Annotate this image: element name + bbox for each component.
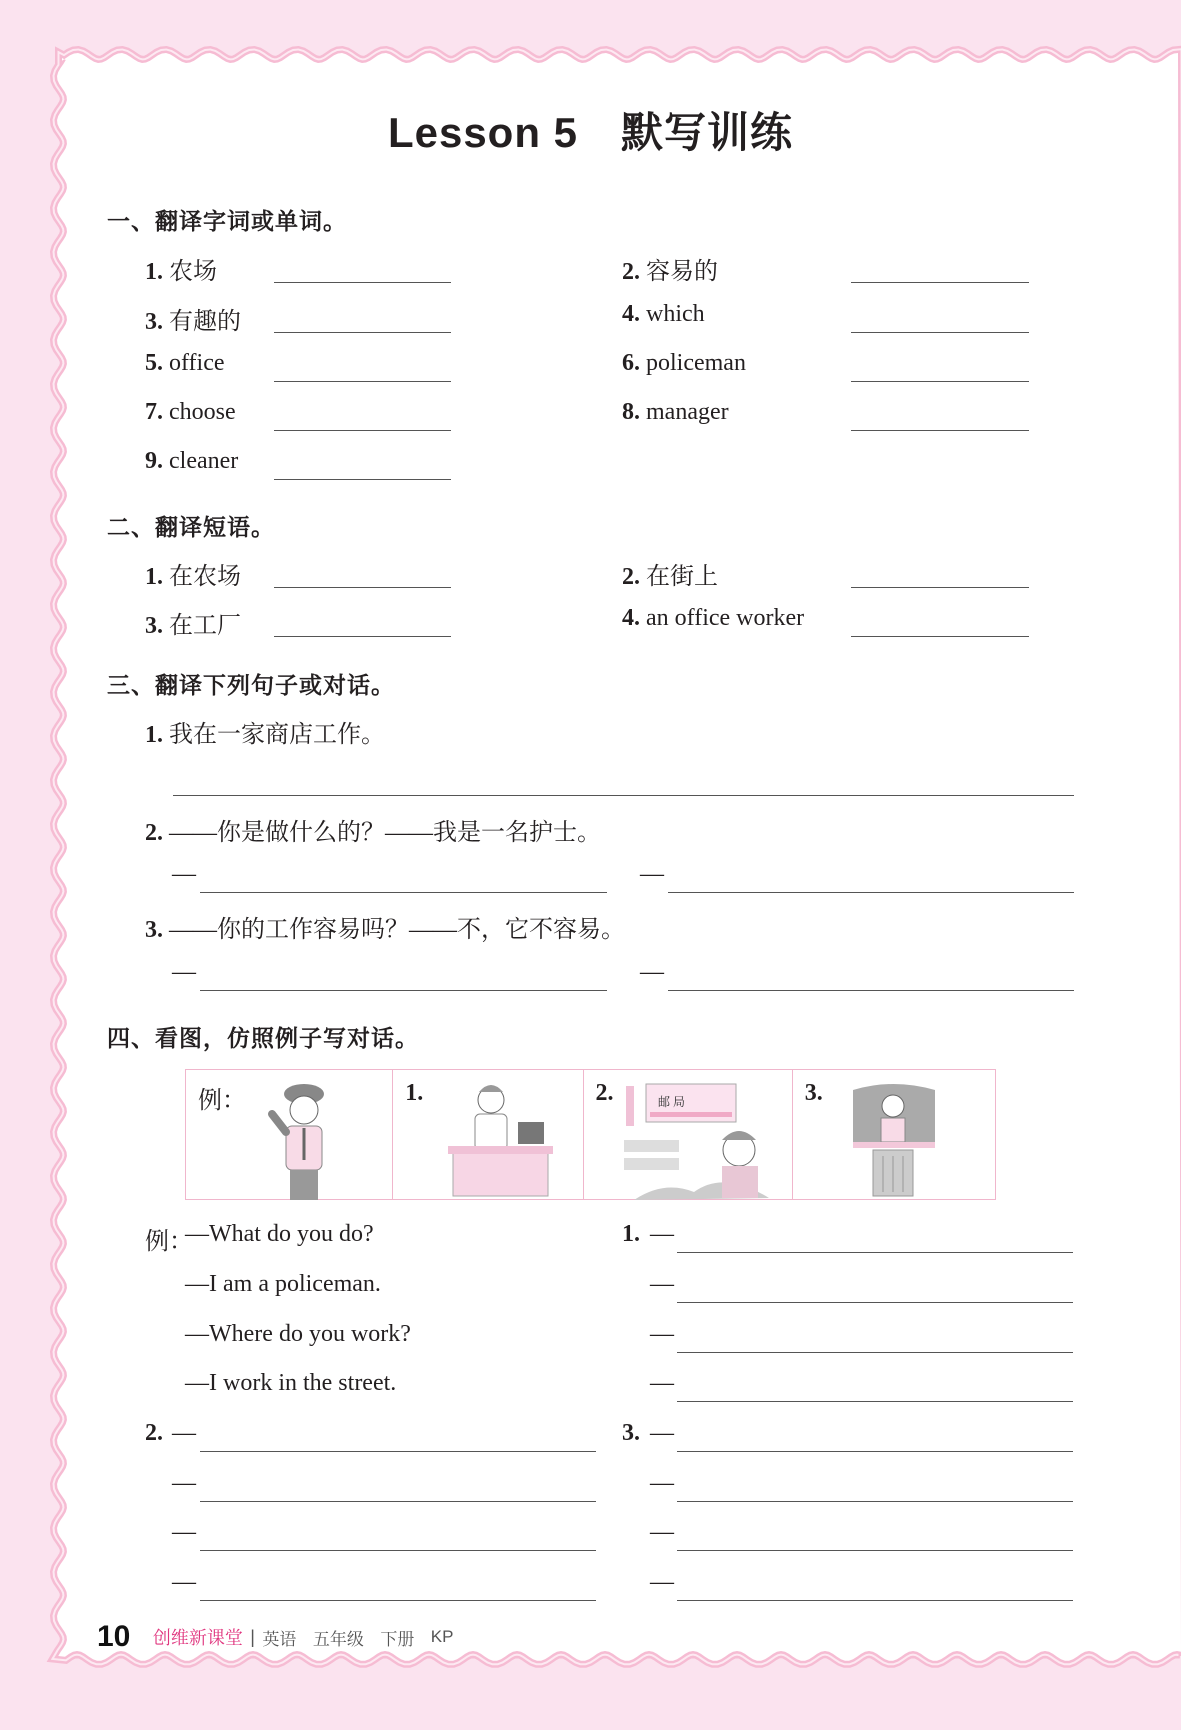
answer-blank[interactable] — [200, 1500, 596, 1502]
item-text: policeman — [646, 350, 746, 376]
phrase-item — [145, 605, 241, 640]
answer-blank[interactable] — [851, 635, 1029, 637]
dash: — — [640, 959, 664, 985]
answer-blank[interactable] — [851, 380, 1029, 382]
answer-blank[interactable] — [668, 989, 1074, 991]
answer-blank[interactable] — [200, 1599, 596, 1601]
answer-blank[interactable] — [200, 1450, 596, 1452]
item-number: 1. — [145, 259, 163, 285]
sentence-item — [145, 714, 385, 749]
vocab-item — [622, 301, 705, 328]
footer-edition: KP — [430, 1627, 454, 1646]
example-line: —I work in the street. — [185, 1370, 397, 1396]
item-number: 6. — [622, 350, 640, 376]
post-office-sign: 邮 局 — [657, 1095, 685, 1109]
section-2-heading: 二、翻译短语。 — [107, 514, 275, 540]
item-number: 3. — [145, 613, 163, 639]
answer-blank[interactable] — [274, 331, 451, 333]
item-text: which — [646, 301, 705, 327]
item-text: cleaner — [169, 448, 239, 474]
answer-blank[interactable] — [677, 1301, 1073, 1303]
vocab-item — [145, 448, 238, 475]
answer-blank[interactable] — [274, 635, 451, 637]
answer-blank[interactable] — [851, 331, 1029, 333]
dash: — — [650, 1470, 674, 1496]
dash: — — [650, 1221, 674, 1247]
page-title: Lesson 5 默写训练 — [387, 109, 794, 156]
item-number: 4. — [622, 605, 640, 631]
vocab-item — [622, 251, 718, 286]
answer-blank[interactable] — [274, 478, 451, 480]
phrase-item — [622, 556, 718, 591]
example-line: —I am a policeman. — [185, 1271, 381, 1297]
item-text: an office worker — [646, 605, 805, 631]
vocab-item — [145, 399, 236, 426]
postman-picture — [584, 1070, 793, 1201]
picture-label: 3. — [804, 1080, 823, 1106]
item-text: 我在一家商店工作。 — [169, 722, 385, 748]
phrase-item — [622, 605, 804, 632]
answer-blank[interactable] — [274, 586, 451, 588]
answer-blank[interactable] — [274, 429, 451, 431]
item-text: 在街上 — [646, 564, 718, 590]
picture-2 — [584, 1070, 793, 1199]
answer-blank[interactable] — [173, 794, 1074, 796]
answer-blank[interactable] — [668, 891, 1074, 893]
answer-blank[interactable] — [677, 1599, 1073, 1601]
dash: — — [172, 959, 196, 985]
answer-number: 2. — [145, 1420, 163, 1446]
footer-grade: 五年级 — [312, 1629, 364, 1649]
vocab-item — [622, 399, 729, 426]
dash: — — [172, 1420, 196, 1446]
item-text: 在农场 — [169, 564, 241, 590]
dash: — — [650, 1420, 674, 1446]
item-number: 1. — [145, 722, 163, 748]
answer-blank[interactable] — [677, 1549, 1073, 1551]
dash: — — [172, 1470, 196, 1496]
item-text: choose — [169, 399, 236, 425]
answer-blank[interactable] — [274, 380, 451, 382]
item-number: 3. — [145, 917, 163, 943]
picture-panel — [185, 1069, 996, 1200]
page-number: 10 — [97, 1620, 131, 1653]
example-line: —What do you do? — [185, 1221, 374, 1247]
brand-name: 创维新课堂 — [152, 1628, 243, 1648]
vocab-item — [145, 350, 225, 377]
item-number: 2. — [145, 820, 163, 846]
item-number: 2. — [622, 259, 640, 285]
item-number: 1. — [145, 564, 163, 590]
item-number: 4. — [622, 301, 640, 327]
dash: — — [650, 1370, 674, 1396]
answer-blank[interactable] — [851, 281, 1029, 283]
answer-blank[interactable] — [677, 1351, 1073, 1353]
policeman-picture — [186, 1070, 393, 1201]
dash: — — [650, 1271, 674, 1297]
dash: — — [172, 1519, 196, 1545]
item-number: 7. — [145, 399, 163, 425]
example-label: 例： — [145, 1229, 193, 1255]
vocab-item — [622, 350, 746, 377]
answer-blank[interactable] — [274, 281, 451, 283]
dash: — — [172, 1569, 196, 1595]
dash: — — [650, 1569, 674, 1595]
vocab-item — [145, 301, 241, 336]
office-worker-picture — [393, 1070, 583, 1201]
vocab-item — [145, 251, 217, 286]
picture-label: 1. — [405, 1080, 424, 1106]
dash: — — [172, 861, 196, 887]
footer-separator: | — [250, 1626, 255, 1647]
picture-example — [186, 1070, 393, 1199]
item-text: manager — [646, 399, 729, 425]
item-number: 3. — [145, 309, 163, 335]
dialogue-item — [145, 812, 601, 847]
dash: — — [640, 861, 664, 887]
item-text: 容易的 — [646, 259, 718, 285]
dash: — — [650, 1321, 674, 1347]
phrase-item — [145, 556, 241, 591]
dash: — — [650, 1519, 674, 1545]
example-line: —Where do you work? — [185, 1321, 411, 1347]
dialogue-item — [145, 909, 625, 944]
answer-blank[interactable] — [677, 1450, 1073, 1452]
item-number: 9. — [145, 448, 163, 474]
item-number: 2. — [622, 564, 640, 590]
page-footer — [97, 1620, 465, 1654]
picture-label: 例： — [198, 1088, 246, 1114]
picture-3 — [793, 1070, 995, 1199]
item-text: office — [169, 350, 225, 376]
item-number: 5. — [145, 350, 163, 376]
item-text: 有趣的 — [169, 309, 241, 335]
item-text: ——你的工作容易吗？——不，它不容易。 — [169, 917, 625, 943]
answer-blank[interactable] — [677, 1251, 1073, 1253]
item-text: ——你是做什么的？——我是一名护士。 — [169, 820, 601, 846]
answer-blank[interactable] — [677, 1500, 1073, 1502]
picture-label: 2. — [595, 1080, 614, 1106]
section-1-heading: 一、翻译字词或单词。 — [107, 208, 347, 234]
answer-blank[interactable] — [851, 586, 1029, 588]
answer-blank[interactable] — [200, 891, 607, 893]
section-3-heading: 三、翻译下列句子或对话。 — [107, 672, 395, 698]
answer-number: 1. — [622, 1221, 640, 1247]
footer-subject: 英语 — [262, 1629, 297, 1649]
shop-assistant-picture — [793, 1070, 996, 1201]
answer-blank[interactable] — [200, 1549, 596, 1551]
answer-blank[interactable] — [200, 989, 607, 991]
footer-volume: 下册 — [380, 1629, 415, 1649]
item-text: 农场 — [169, 259, 217, 285]
answer-blank[interactable] — [851, 429, 1029, 431]
section-4-heading: 四、看图，仿照例子写对话。 — [107, 1025, 419, 1051]
answer-number: 3. — [622, 1420, 640, 1446]
item-number: 8. — [622, 399, 640, 425]
answer-blank[interactable] — [677, 1400, 1073, 1402]
picture-1 — [393, 1070, 583, 1199]
item-text: 在工厂 — [169, 613, 241, 639]
